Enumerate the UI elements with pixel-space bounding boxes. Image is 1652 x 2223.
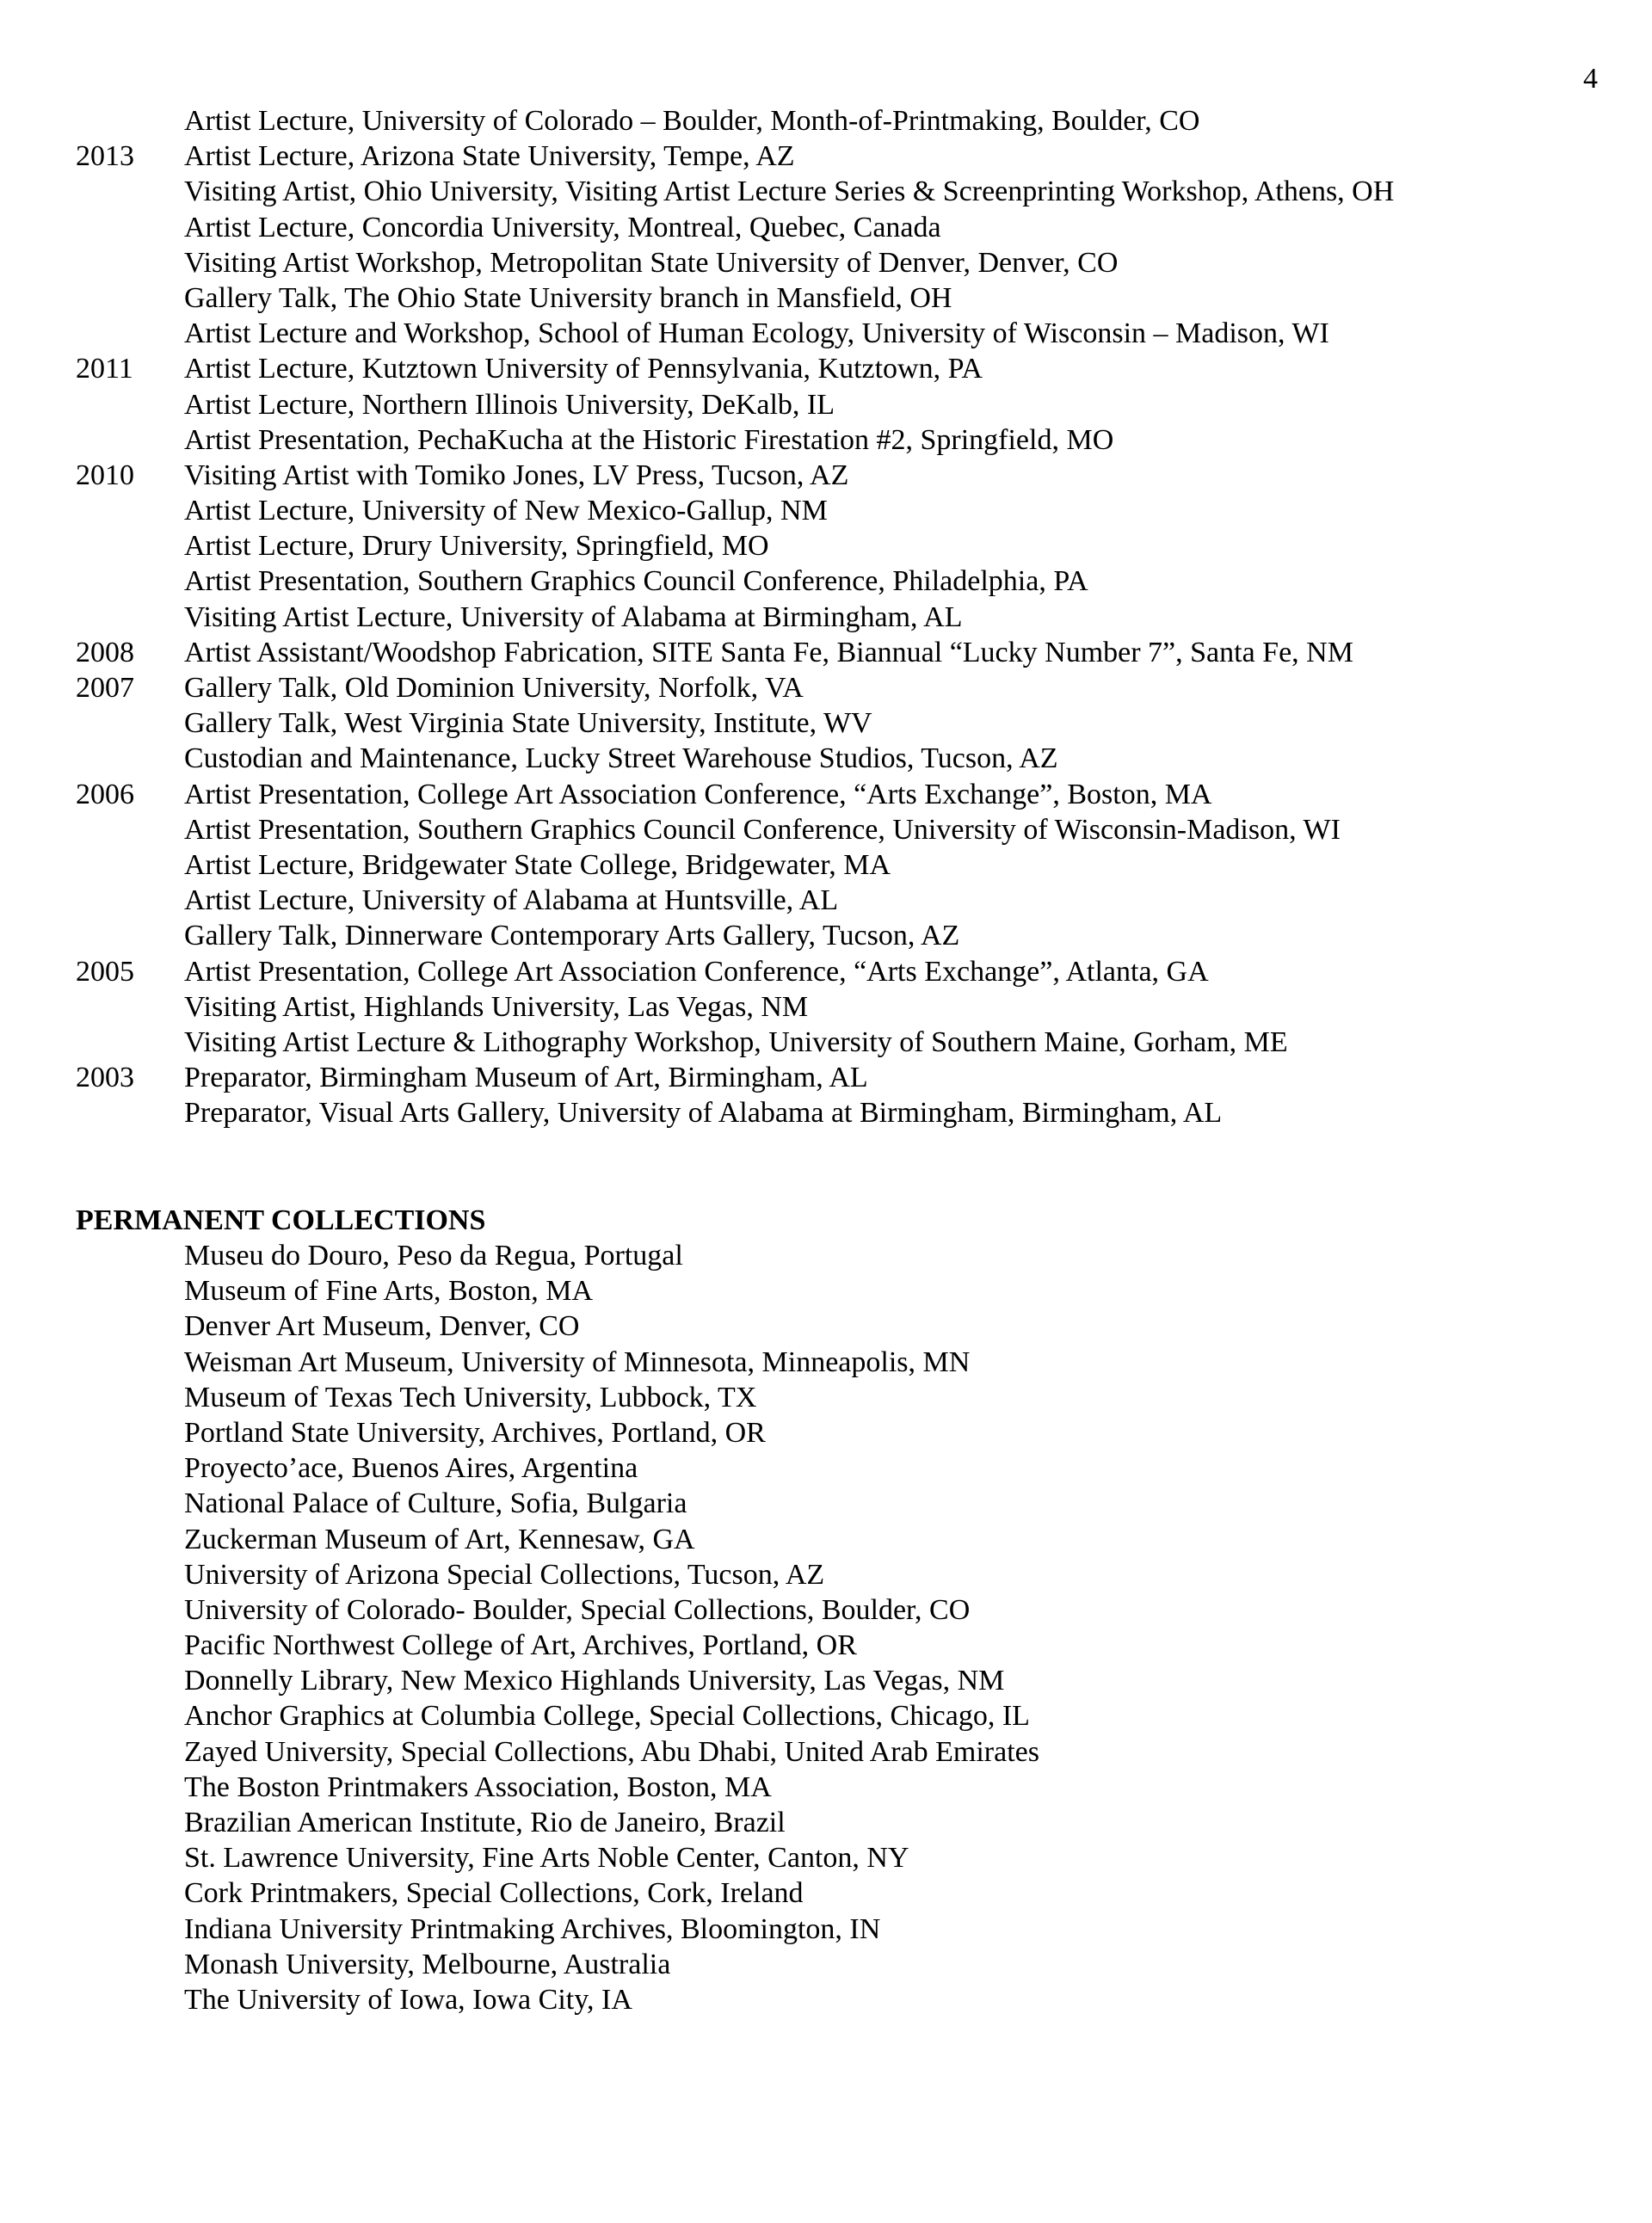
entry-text: Visiting Artist Workshop, Metropolitan State University of Denver, Denver, CO [184,246,1119,279]
collections-list [184,1238,1604,2017]
activity-row [76,528,1607,563]
activity-row [76,316,1607,351]
entry-text: Artist Lecture and Workshop, School of Human Ecology, University of Wisconsin – Madison, WI [184,317,1329,350]
entry-year: 2008 [76,636,134,668]
entry-text: Gallery Talk, Old Dominion University, Norfolk, VA [184,672,804,704]
entry-text: Custodian and Maintenance, Lucky Street Warehouse Studios, Tucson, AZ [184,742,1058,775]
collection-item: Anchor Graphics at Columbia College, Special Collections, Chicago, IL [184,1700,1030,1733]
entry-text: Visiting Artist Lecture, University of Alabama at Birmingham, AL [184,600,963,633]
activity-row [76,705,1607,741]
entry-year [76,600,184,635]
collection-item: Zuckerman Museum of Art, Kennesaw, GA [184,1523,695,1555]
activity-row [76,1060,1607,1095]
entry-year [76,316,184,351]
entry-text: Artist Lecture, University of Colorado – Boulder, Month-of-Printmaking, Boulder, CO [184,105,1200,137]
collection-item: University of Arizona Special Collections, Tucson, AZ [184,1558,825,1591]
collection-item: Museum of Fine Arts, Boston, MA [184,1275,594,1308]
entry-text: Gallery Talk, West Virginia State University, Institute, WV [184,707,872,740]
activity-row [76,139,1607,174]
activity-row [76,458,1607,493]
entry-year [76,280,184,316]
activity-row [76,174,1607,209]
entry-text: Gallery Talk, The Ohio State University branch in Mansfield, OH [184,281,952,314]
entry-text: Artist Lecture, Bridgewater State College, Bridgewater, MA [184,848,891,881]
entry-year: 2010 [76,459,134,491]
entry-year [76,918,184,953]
activity-row [76,387,1607,422]
entry-year: 2011 [76,353,133,385]
entry-year [76,387,184,422]
entry-year: 2006 [76,778,134,810]
activity-row [76,918,1607,953]
entry-year: 2007 [76,672,134,704]
activity-row [76,1025,1607,1060]
collection-item: Donnelly Library, New Mexico Highlands University, Las Vegas, NM [184,1665,1005,1697]
entry-text: Artist Presentation, College Art Association Conference, “Arts Exchange”, Boston, MA [184,778,1212,810]
entry-text: Artist Presentation, College Art Association Conference, “Arts Exchange”, Atlanta, GA [184,955,1209,988]
entry-year: 2005 [76,955,134,988]
entry-year [76,883,184,918]
collection-item: The Boston Printmakers Association, Boston, MA [184,1770,772,1803]
entry-text: Artist Lecture, University of New Mexico-Gallup, NM [184,495,828,527]
entry-text: Visiting Artist with Tomiko Jones, LV Press, Tucson, AZ [184,459,849,491]
activity-row [76,635,1607,670]
entry-year [76,210,184,245]
entry-text: Visiting Artist, Ohio University, Visiting Artist Lecture Series & Screenprinting Workshop, Athens, OH [184,176,1395,208]
collection-item: Zayed University, Special Collections, Abu Dhabi, United Arab Emirates [184,1735,1039,1768]
collection-item: Brazilian American Institute, Rio de Janeiro, Brazil [184,1807,786,1838]
entry-year [76,174,184,209]
collection-item: Museum of Texas Tech University, Lubbock, TX [184,1381,757,1413]
collection-item: University of Colorado- Boulder, Special Collections, Boulder, CO [184,1593,971,1626]
collection-item: Monash University, Melbourne, Australia [184,1948,671,1980]
entry-text: Artist Lecture, Northern Illinois University, DeKalb, IL [184,388,835,421]
activity-list [76,103,1607,1130]
activity-row [76,600,1607,635]
entry-text: Artist Presentation, PechaKucha at the Historic Firestation #2, Springfield, MO [184,423,1114,456]
activity-row [76,741,1607,776]
activity-row [76,210,1607,245]
activity-row [76,493,1607,528]
entry-text: Artist Lecture, Kutztown University of Pennsylvania, Kutztown, PA [184,353,983,385]
page-number: 4 [1583,63,1598,95]
entry-text: Preparator, Birmingham Museum of Art, Birmingham, AL [184,1062,868,1094]
entry-year [76,563,184,599]
entry-year [76,812,184,847]
entry-year: 2003 [76,1062,134,1094]
entry-text: Artist Lecture, Arizona State University, Tempe, AZ [184,140,795,173]
entry-text: Gallery Talk, Dinnerware Contemporary Arts Gallery, Tucson, AZ [184,920,960,952]
entry-text: Preparator, Visual Arts Gallery, University of Alabama at Birmingham, Birmingham, AL [184,1097,1223,1130]
entry-year [76,103,184,139]
entry-text: Artist Assistant/Woodshop Fabrication, SITE Santa Fe, Biannual “Lucky Number 7”, Santa Fe, NM [184,636,1353,668]
activity-row [76,563,1607,599]
activity-row [76,1095,1607,1130]
activity-row [76,847,1607,883]
activity-row [76,422,1607,458]
activity-row [76,245,1607,280]
activity-row [76,812,1607,847]
activity-row [76,351,1607,386]
collection-item: Portland State University, Archives, Portland, OR [184,1416,766,1449]
collection-item: Denver Art Museum, Denver, CO [184,1310,580,1343]
entry-text: Artist Presentation, Southern Graphics Council Conference, University of Wisconsin-Madison, WI [184,813,1341,846]
activity-row [76,670,1607,705]
activity-row [76,989,1607,1025]
entry-year [76,245,184,280]
entry-text: Artist Presentation, Southern Graphics Council Conference, Philadelphia, PA [184,565,1088,598]
collection-item: Weisman Art Museum, University of Minnesota, Minneapolis, MN [184,1346,971,1378]
collection-item: St. Lawrence University, Fine Arts Noble Center, Canton, NY [184,1842,909,1875]
entry-year [76,705,184,741]
activity-row [76,954,1607,989]
collection-item: Indiana University Printmaking Archives, Bloomington, IN [184,1912,881,1945]
entry-text: Artist Lecture, Concordia University, Montreal, Quebec, Canada [184,211,941,243]
entry-year [76,422,184,458]
entry-year [76,528,184,563]
entry-year: 2013 [76,140,134,173]
collection-item: National Palace of Culture, Sofia, Bulgaria [184,1487,687,1520]
collection-item: Museu do Douro, Peso da Regua, Portugal [184,1240,683,1272]
entry-year [76,989,184,1025]
activity-row [76,883,1607,918]
entry-year [76,741,184,776]
entry-year [76,1095,184,1130]
collection-item: The University of Iowa, Iowa City, IA [184,1983,632,2016]
collection-item: Cork Printmakers, Special Collections, Cork, Ireland [184,1877,804,1910]
activity-row [76,777,1607,812]
entry-year [76,847,184,883]
collection-item: Pacific Northwest College of Art, Archives, Portland, OR [184,1629,857,1662]
entry-text: Artist Lecture, University of Alabama at Huntsville, AL [184,884,839,917]
entry-year [76,1025,184,1060]
activity-row [76,280,1607,316]
entry-year [76,493,184,528]
activity-row [76,103,1607,139]
entry-text: Visiting Artist Lecture & Lithography Workshop, University of Southern Maine, Gorham, ME [184,1025,1288,1058]
collection-item: Proyecto’ace, Buenos Aires, Argentina [184,1452,638,1485]
entry-text: Visiting Artist, Highlands University, Las Vegas, NM [184,990,809,1023]
entry-text: Artist Lecture, Drury University, Springfield, MO [184,530,769,563]
section-heading-permanent-collections: PERMANENT COLLECTIONS [76,1204,486,1236]
